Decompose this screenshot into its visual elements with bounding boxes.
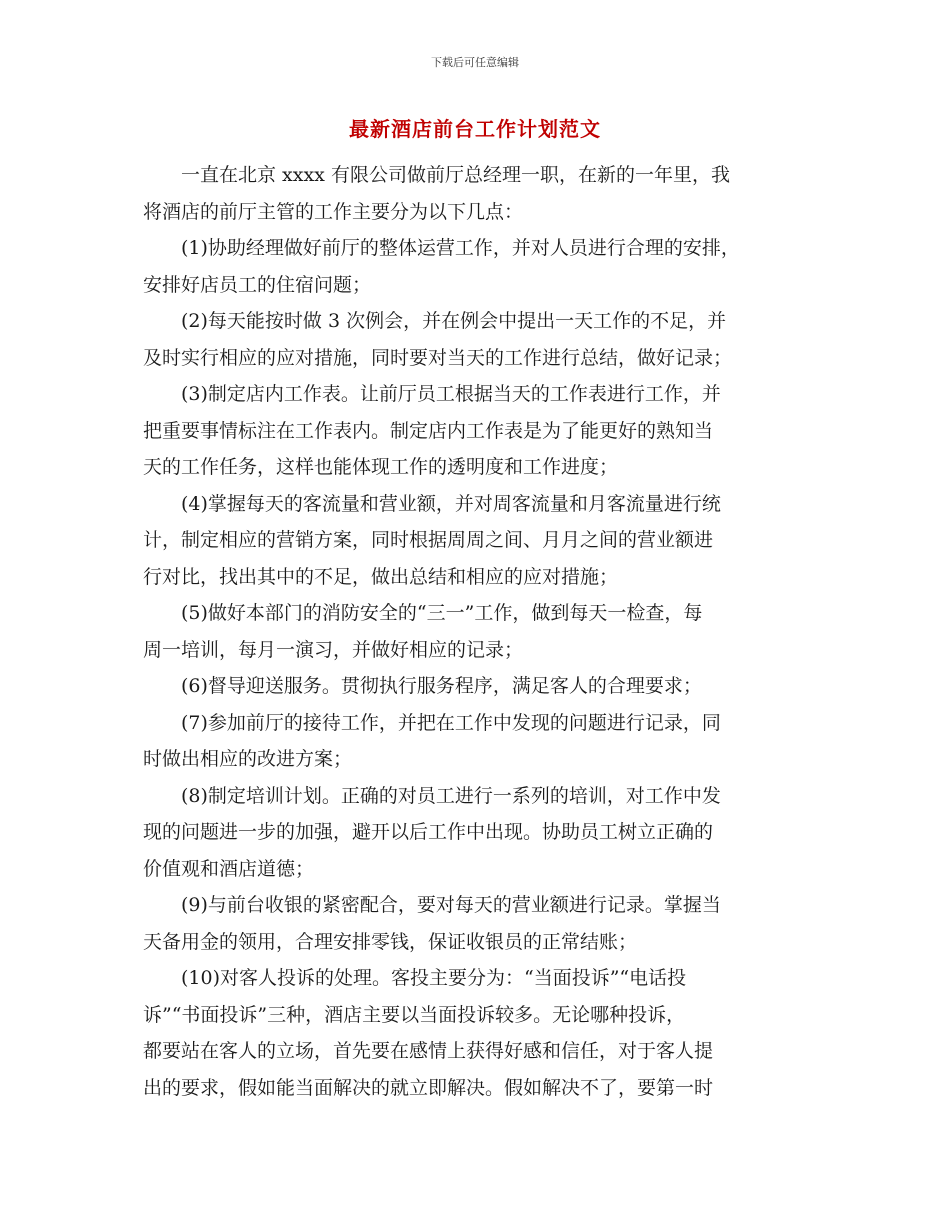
paragraph bbox=[143, 668, 823, 705]
paragraph-line: 把重要事情标注在工作表内。制定店内工作表是为了能更好的熟知当 bbox=[143, 419, 714, 442]
paragraph-line: 一直在北京 xxxx 有限公司做前厅总经理一职，在新的一年里，我 bbox=[181, 164, 730, 186]
paragraph bbox=[143, 887, 823, 960]
paragraph bbox=[143, 376, 823, 486]
paragraph bbox=[143, 303, 823, 376]
paragraph-line: 都要站在客人的立场，首先要在感情上获得好感和信任，对于客人提 bbox=[143, 1040, 714, 1062]
paragraph-line: 行对比，找出其中的不足，做出总结和相应的应对措施； bbox=[143, 565, 619, 588]
paragraph-line: 出的要求，假如能当面解决的就立即解决。假如解决不了，要第一时 bbox=[143, 1076, 714, 1099]
paragraph bbox=[143, 157, 823, 230]
paragraph-line: (5)做好本部门的消防安全的“三一”工作，做到每天一检查，每 bbox=[181, 602, 703, 624]
paragraph-line: (6)督导迎送服务。贯彻执行服务程序，满足客人的合理要求； bbox=[181, 675, 702, 697]
paragraph bbox=[143, 960, 823, 1106]
paragraph-line: (9)与前台收银的紧密配合，要对每天的营业额进行记录。掌握当 bbox=[181, 894, 721, 916]
paragraph-line: (1)协助经理做好前厅的整体运营工作，并对人员进行合理的安排， bbox=[181, 237, 740, 259]
paragraph bbox=[143, 486, 823, 596]
document-title: 最新酒店前台工作计划范文 bbox=[349, 117, 601, 141]
paragraph-line: 计，制定相应的营销方案，同时根据周周之间、月月之间的营业额进 bbox=[143, 529, 714, 551]
paragraph bbox=[143, 230, 823, 303]
paragraph-line: 将酒店的前厅主管的工作主要分为以下几点： bbox=[143, 200, 524, 223]
paragraph-line: (10)对客人投诉的处理。客投主要分为：“当面投诉”“电话投 bbox=[181, 967, 687, 989]
paragraph-line: 天的工作任务，这样也能体现工作的透明度和工作进度； bbox=[143, 456, 619, 478]
paragraph-line: 周一培训，每月一演习，并做好相应的记录； bbox=[143, 638, 524, 661]
paragraph-line: 安排好店员工的住宿问题； bbox=[143, 273, 372, 296]
paragraph-line: (8)制定培训计划。正确的对员工进行一系列的培训，对工作中发 bbox=[181, 784, 721, 807]
paragraph bbox=[143, 595, 823, 668]
paragraph-line: 及时实行相应的应对措施，同时要对当天的工作进行总结，做好记录； bbox=[143, 346, 733, 369]
paragraph bbox=[143, 705, 823, 778]
paragraph-line: (2)每天能按时做 3 次例会，并在例会中提出一天工作的不足，并 bbox=[181, 310, 727, 332]
paragraph-line: (7)参加前厅的接待工作，并把在工作中发现的问题进行记录，同 bbox=[181, 711, 721, 734]
paragraph-line: (3)制定店内工作表。让前厅员工根据当天的工作表进行工作，并 bbox=[181, 383, 721, 405]
paragraph-line: 时做出相应的改进方案； bbox=[143, 748, 353, 770]
header-note: 下载后可任意编辑 bbox=[431, 56, 519, 69]
paragraph-line: (4)掌握每天的客流量和营业额，并对周客流量和月客流量进行统 bbox=[181, 492, 721, 515]
document-body bbox=[143, 157, 823, 1106]
paragraph-line: 价值观和酒店道德； bbox=[143, 857, 315, 880]
paragraph bbox=[143, 778, 823, 888]
paragraph-line: 诉”“书面投诉”三种，酒店主要以当面投诉较多。无论哪种投诉， bbox=[143, 1003, 686, 1026]
paragraph-line: 天备用金的领用，合理安排零钱，保证收银员的正常结账； bbox=[143, 930, 638, 953]
paragraph-line: 现的问题进一步的加强，避开以后工作中出现。协助员工树立正确的 bbox=[143, 821, 714, 843]
